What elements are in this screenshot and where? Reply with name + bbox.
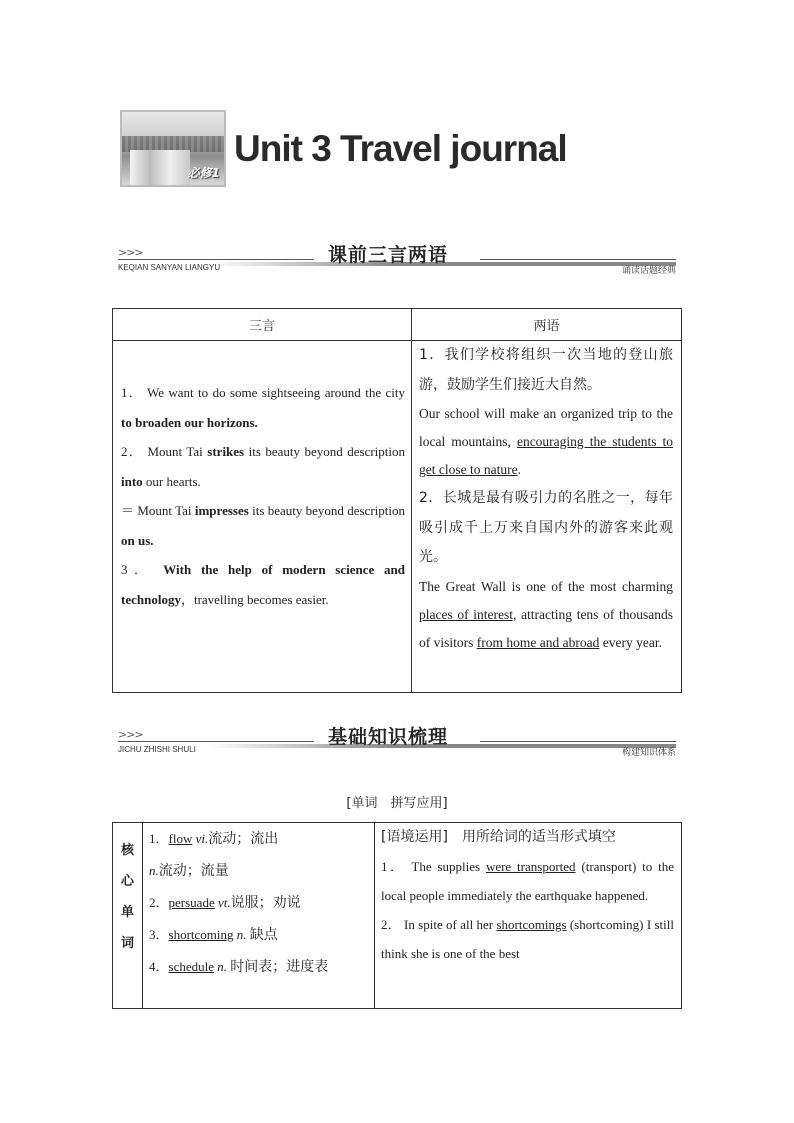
word-list [143, 823, 375, 1009]
sentences-cell [412, 341, 682, 693]
answer-blank: were transported [485, 859, 576, 874]
word-section-label: [单词 拼写应用] [346, 796, 448, 811]
phrases-table [112, 308, 682, 693]
col-header-right: 两语 [412, 309, 682, 341]
phrase-item-3: 3． With the help of modern science and technology，travelling becomes easier. [121, 562, 405, 607]
exercise-instruction: [语境运用] 用所给词的适当形式填空 [381, 829, 616, 845]
phrase-item-1: 1． We want to do some sightseeing around the city to broaden our horizons. [121, 385, 405, 430]
exercise-question-2: 2． In spite of all her shortcomings (shortcoming) I still think she is one of the best [381, 917, 674, 961]
col-header-left: 三言 [113, 309, 412, 341]
banner-line-left [118, 259, 314, 260]
textbook-badge: 必修1 [187, 166, 220, 180]
arrows-icon: >>> [118, 246, 143, 259]
sentence-2-zh: 2．长城是最有吸引力的名胜之一，每年吸引成千上万来自国内外的游客来此观光。 [419, 490, 673, 565]
banner-line-left [118, 741, 314, 742]
word-item-4: 4．schedule n. 时间表；进度表 [149, 959, 329, 975]
answer-blank: places of interest, [419, 606, 517, 622]
vocabulary-table [112, 822, 682, 1009]
section-banner-basics [118, 728, 676, 764]
answer-blank: shortcomings [496, 917, 567, 932]
word-item-1-noun: n.流动；流量 [149, 863, 229, 879]
section-banner-pre-class [118, 246, 676, 282]
exercise-question-1: 1． The supplies were transported (transport) to the local people immediately the earthquake happened. [381, 859, 675, 903]
section-subtitle: 构建知识体系 [621, 748, 676, 758]
phrase-item-2-alt: ＝ Mount Tai impresses its beauty beyond description on us. [121, 503, 406, 548]
answer-blank: from home and abroad [476, 634, 600, 650]
word-item-2: 2．persuade vt.说服；劝说 [149, 895, 301, 911]
section-pinyin: JICHU ZHISHI SHULI [118, 745, 196, 754]
section-pinyin: KEQIAN SANYAN LIANGYU [118, 263, 221, 272]
word-item-1: 1．flow vi.流动；流出 [149, 831, 279, 847]
section-subtitle: 诵读话题经典 [621, 266, 676, 276]
unit-cover-image [120, 110, 226, 187]
answer-blank: encouraging the students to get close to nature [419, 434, 674, 477]
waterfall-graphic [130, 150, 190, 186]
word-item-3: 3．shortcoming n. 缺点 [149, 927, 278, 943]
core-words-label: 核 心 单 词 [113, 823, 143, 1009]
banner-line-right [480, 741, 676, 742]
banner-line-right [480, 259, 676, 260]
sentence-1-en: Our school will make an organized trip to the local mountains, encouraging the students to get close to nature. [419, 406, 674, 477]
phrase-item-2: 2． Mount Tai strikes its beauty beyond description into our hearts. [121, 444, 406, 489]
phrases-cell [113, 341, 412, 693]
unit-title: Unit 3 Travel journal [234, 128, 567, 169]
sentence-1-zh: 1．我们学校将组织一次当地的登山旅游，鼓励学生们接近大自然。 [419, 347, 673, 393]
arrows-icon: >>> [118, 728, 143, 741]
sentence-2-en: The Great Wall is one of the most charming places of interest, attracting tens of thousands of visitors from home and abroad every year. [419, 578, 673, 650]
exercise-cell [375, 823, 682, 1009]
section-heading: 基础知识梳理 [328, 726, 449, 748]
section-heading: 课前三言两语 [328, 244, 449, 266]
